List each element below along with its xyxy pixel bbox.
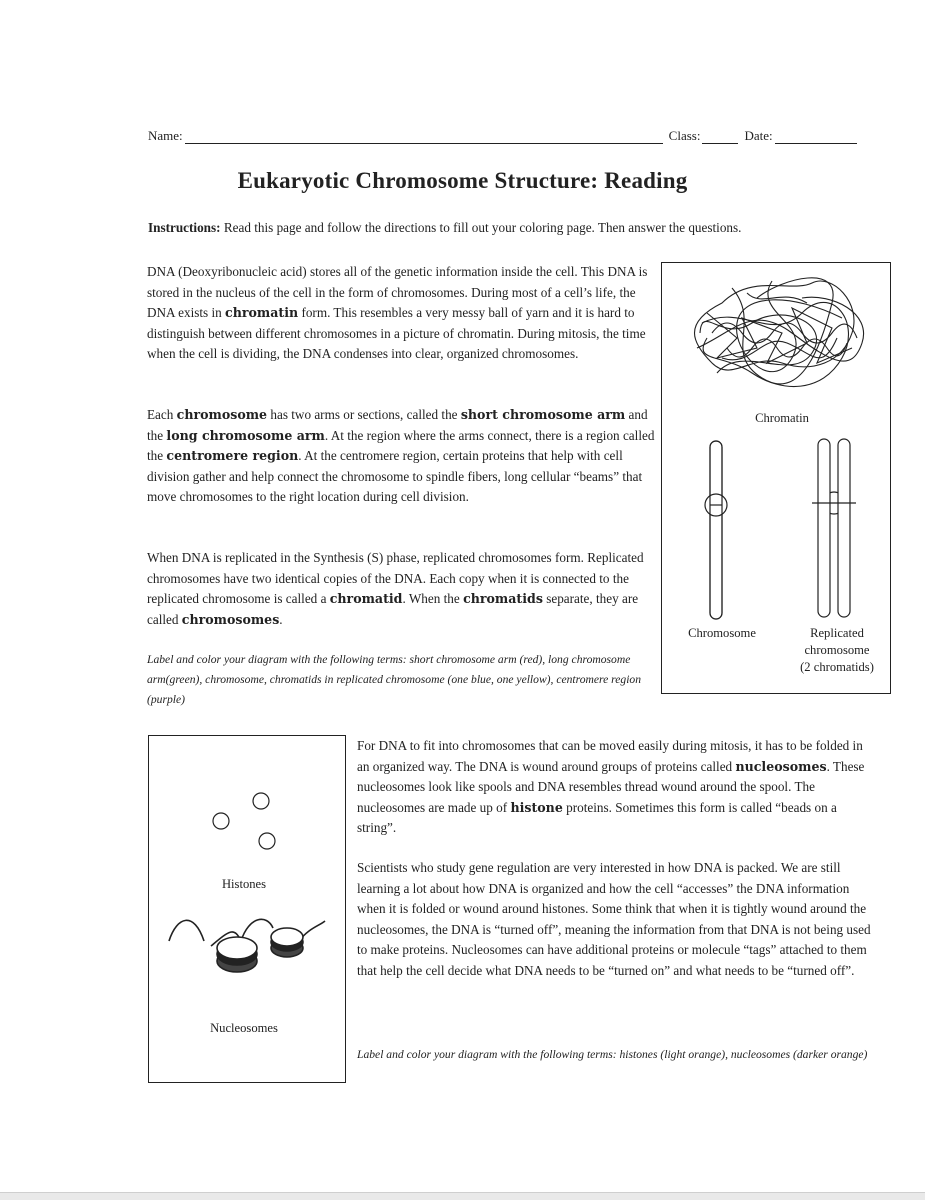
- replicated-chromosome-drawing: [812, 439, 856, 617]
- term-chromatin: chromatin: [225, 305, 299, 320]
- text: separate, they are called: [147, 591, 639, 627]
- viewer-bottom-edge: [0, 1193, 925, 1200]
- term-chromatid: chromatid: [329, 591, 403, 606]
- replicated-label-line3: (2 chromatids): [800, 660, 874, 674]
- date-blank: [775, 129, 857, 144]
- term-chromosomes: chromosomes: [181, 611, 280, 627]
- date-label: Date:: [744, 128, 773, 143]
- name-blank: [185, 129, 663, 144]
- nucleosome-figure: [148, 735, 346, 1083]
- text: . When the: [402, 591, 464, 606]
- term-short-arm: short chromosome arm: [460, 407, 626, 422]
- histones-label: Histones: [221, 877, 267, 891]
- text: . These nucleosomes look like spools and DNA resembles thread wound around the spool. The nucleosomes are made up of: [357, 758, 865, 815]
- chromatin-drawing: [695, 278, 864, 387]
- coloring-instructions-2: Label and color your diagram with the following terms: histones (light orange), nucleosomes (darker orange): [357, 1048, 868, 1061]
- term-nucleosomes: nucleosomes: [735, 758, 827, 774]
- replicated-label-line1: Replicated: [810, 626, 864, 640]
- chromatin-label: Chromatin: [755, 411, 809, 425]
- class-label: Class:: [668, 128, 701, 143]
- page-title: Eukaryotic Chromosome Structure: Reading: [237, 168, 688, 193]
- replicated-label-line2: chromosome: [804, 643, 870, 657]
- nucleosomes-drawing: [169, 919, 325, 972]
- text: . At the region where the arms connect, there is a region called the: [147, 427, 655, 463]
- histones-drawing: [213, 793, 275, 849]
- paragraph-gene-regulation: Scientists who study gene regulation are very interested in how DNA is packed. We are still learning a lot about how DNA is organized and how the cell “accesses” the DNA information when it is folded or wound around histones. Some think that when it is tightly wound around the nucleosomes, the DNA is “turned off”, meaning the information from that DNA is not being used to make proteins. Nucleosomes can have additional proteins or molecule “tags” attached to them that help the cell decide what DNA needs to be “turned on” and what needs to be “turned off”.: [357, 860, 871, 978]
- paragraph-nucleosomes: [357, 736, 877, 839]
- text: When DNA is replicated in the Synthesis (S) phase, replicated chromosomes form. Replicated chromosomes have two identical copies of the DNA. Each copy when it is connected to the replicated chromosome is called a: [147, 550, 644, 606]
- text: has two arms or sections, called the: [267, 407, 461, 422]
- text: For DNA to fit into chromosomes that can be moved easily during mitosis, it has to be folded in an organized way. The DNA is wound around groups of proteins called: [357, 738, 863, 774]
- text: .: [279, 611, 283, 627]
- chromosome-drawing: [705, 441, 727, 619]
- text: DNA (Deoxyribonucleic acid) stores all of the genetic information inside the cell. This DNA is stored in the nucleus of the cell in the form of chromosomes. During most of a cell’s life, the DNA exists in: [147, 264, 648, 320]
- text: and the: [147, 407, 648, 443]
- coloring-instructions-1: Label and color your diagram with the following terms: short chromosome arm (red), long chromosome arm(green), chromosome, chromatids in replicated chromosome (one blue, one yellow), centromere region (purple): [147, 653, 642, 706]
- instructions: [148, 220, 868, 236]
- text: proteins. Sometimes this form is called “beads on a string”.: [357, 799, 837, 835]
- class-blank: [702, 129, 738, 144]
- term-long-arm: long chromosome arm: [166, 427, 325, 443]
- term-histone: histone: [510, 799, 563, 815]
- chromosome-figure: [661, 262, 891, 694]
- instructions-text: Read this page and follow the directions to fill out your coloring page. Then answer the questions.: [220, 220, 742, 235]
- text: form. This resembles a very messy ball of yarn and it is hard to distinguish between different chromosomes in a picture of chromatin. During mitosis, the time when the cell is dividing, the DNA condenses into clear, organized chromosomes.: [147, 305, 646, 361]
- text: . At the centromere region, certain proteins that help with cell division gather and help connect the chromosome to spindle fibers, long cellular “beams” that move chromosomes to the right location during cell division.: [147, 448, 643, 504]
- paragraph-chromatin: [147, 262, 655, 365]
- nucleosomes-label: Nucleosomes: [210, 1021, 278, 1035]
- paragraph-replication: [147, 548, 653, 630]
- term-chromatids: chromatids: [463, 591, 543, 606]
- term-chromosome: chromosome: [176, 407, 268, 422]
- paragraph-chromosome-arms: [147, 405, 657, 508]
- replicated-chromosome-label: [784, 625, 890, 676]
- term-centromere: centromere region: [166, 448, 299, 463]
- chromosome-label: Chromosome: [688, 626, 756, 640]
- instructions-label: Instructions:: [148, 220, 221, 235]
- header-fields: [148, 124, 888, 144]
- text: Each: [147, 407, 177, 422]
- name-label: Name:: [148, 128, 183, 143]
